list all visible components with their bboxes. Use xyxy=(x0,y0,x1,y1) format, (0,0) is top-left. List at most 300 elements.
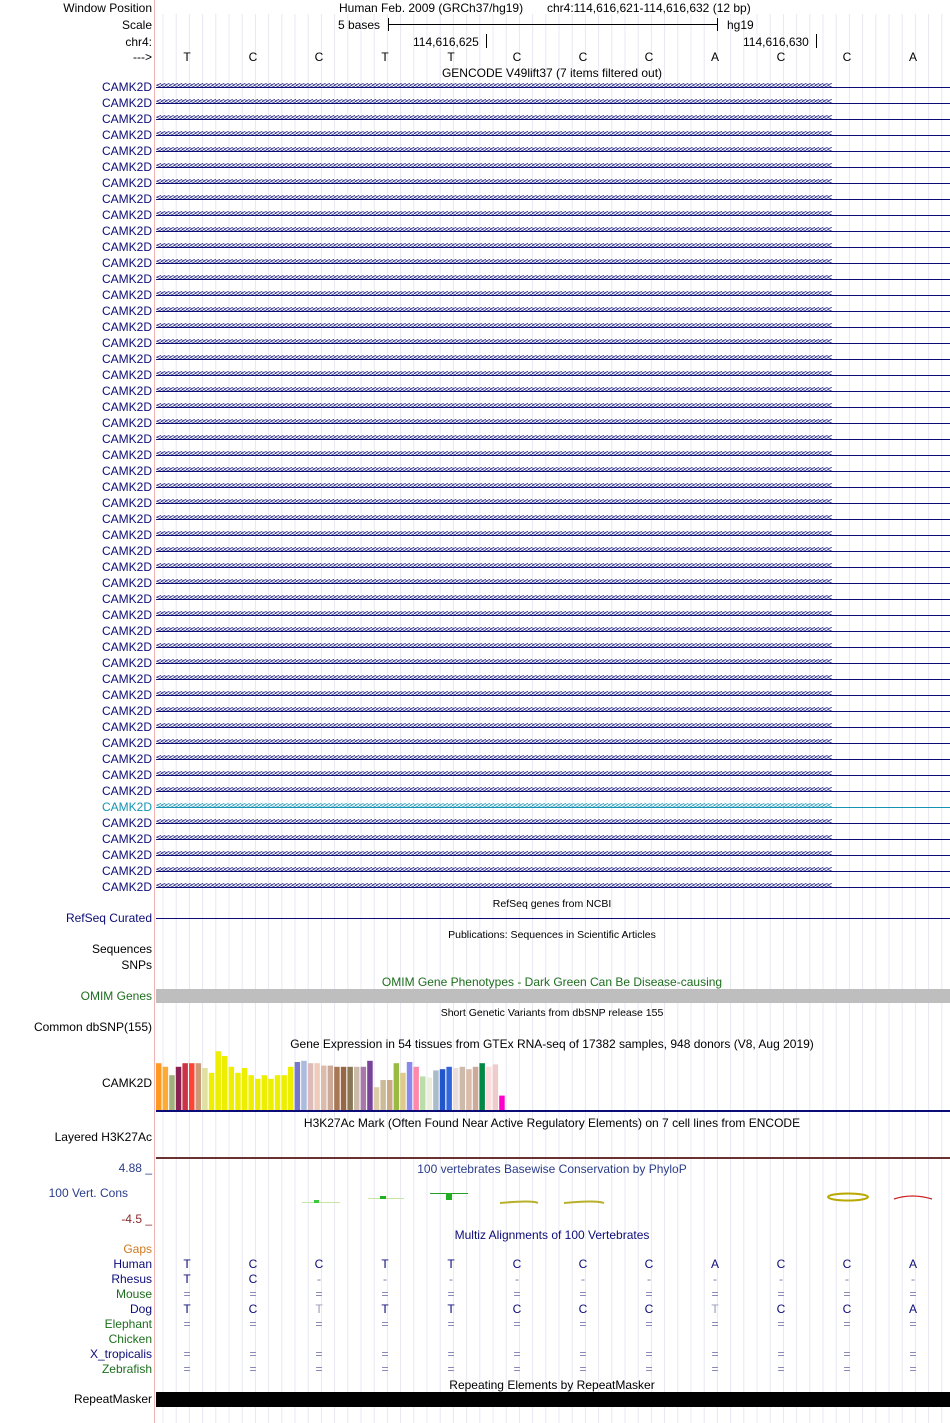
multiz-species-label[interactable]: X_tropicalis xyxy=(89,1347,152,1361)
multiz-species-label[interactable]: Rhesus xyxy=(111,1272,152,1286)
coord-1: 114,616,625 xyxy=(413,35,479,49)
gtex-tissue-bar[interactable] xyxy=(380,1080,386,1110)
gencode-strand-arrows: <<<<<<<<<<<<<<<<<<<<<<<<<<<<<<<<<<<<<<<<<<<<<<<<<<<<<<<<<<<<<<<<<<<<<<<<<<<<<<<<<<<<<<<<<<<<<<<<<<<<<<<<<<<<<<<<<<<<<<<<<<<<<<<<<<<<<<<<<<<<<<<<<<<<<<<<<<<<<<<< xyxy=(156,722,831,731)
gencode-strand-arrows: <<<<<<<<<<<<<<<<<<<<<<<<<<<<<<<<<<<<<<<<<<<<<<<<<<<<<<<<<<<<<<<<<<<<<<<<<<<<<<<<<<<<<<<<<<<<<<<<<<<<<<<<<<<<<<<<<<<<<<<<<<<<<<<<<<<<<<<<<<<<<<<<<<<<<<<<<<<<<<<< xyxy=(156,386,831,395)
omim-track-title[interactable]: OMIM Gene Phenotypes - Dark Green Can Be Disease-causing xyxy=(381,975,723,989)
alignment-base: C xyxy=(578,1302,588,1316)
gtex-tissue-bar[interactable] xyxy=(486,1067,492,1110)
alignment-base: = xyxy=(381,1362,389,1376)
alignment-base: C xyxy=(644,1302,654,1316)
gencode-gene-label[interactable]: CAMK2D xyxy=(101,512,152,526)
gencode-strand-arrows: <<<<<<<<<<<<<<<<<<<<<<<<<<<<<<<<<<<<<<<<<<<<<<<<<<<<<<<<<<<<<<<<<<<<<<<<<<<<<<<<<<<<<<<<<<<<<<<<<<<<<<<<<<<<<<<<<<<<<<<<<<<<<<<<<<<<<<<<<<<<<<<<<<<<<<<<<<<<<<<< xyxy=(156,98,831,107)
gtex-tissue-bar[interactable] xyxy=(440,1069,446,1110)
refseq-label[interactable]: RefSeq Curated xyxy=(65,911,152,925)
phylop-mark-8 xyxy=(564,1202,604,1204)
gencode-strand-arrows: <<<<<<<<<<<<<<<<<<<<<<<<<<<<<<<<<<<<<<<<<<<<<<<<<<<<<<<<<<<<<<<<<<<<<<<<<<<<<<<<<<<<<<<<<<<<<<<<<<<<<<<<<<<<<<<<<<<<<<<<<<<<<<<<<<<<<<<<<<<<<<<<<<<<<<<<<<<<<<<< xyxy=(156,578,831,587)
phylop-mark-10 xyxy=(894,1196,932,1199)
scale-bar xyxy=(388,24,718,25)
gtex-tissue-bar[interactable] xyxy=(413,1067,419,1110)
gencode-strand-arrows: <<<<<<<<<<<<<<<<<<<<<<<<<<<<<<<<<<<<<<<<<<<<<<<<<<<<<<<<<<<<<<<<<<<<<<<<<<<<<<<<<<<<<<<<<<<<<<<<<<<<<<<<<<<<<<<<<<<<<<<<<<<<<<<<<<<<<<<<<<<<<<<<<<<<<<<<<<<<<<<< xyxy=(156,274,831,283)
h3k27ac-track-title[interactable]: H3K27Ac Mark (Often Found Near Active Regulatory Elements) on 7 cell lines from ENCODE xyxy=(303,1116,801,1130)
alignment-base: = xyxy=(711,1362,719,1376)
gencode-gene-label[interactable]: CAMK2D xyxy=(101,352,152,366)
gencode-gene-label[interactable]: CAMK2D xyxy=(101,848,152,862)
phylop-mark-2 xyxy=(314,1200,319,1203)
alignment-base: = xyxy=(579,1287,587,1301)
gencode-gene-label[interactable]: CAMK2D xyxy=(101,160,152,174)
alignment-base: = xyxy=(183,1317,191,1331)
gencode-gene-label[interactable]: CAMK2D xyxy=(101,864,152,878)
strand-label: ---> xyxy=(133,50,152,64)
multiz-track-title[interactable]: Multiz Alignments of 100 Vertebrates xyxy=(454,1228,650,1242)
gtex-tissue-bar[interactable] xyxy=(242,1068,248,1110)
alignment-base: = xyxy=(579,1317,587,1331)
gencode-gene-label[interactable]: CAMK2D xyxy=(101,400,152,414)
gtex-tissue-bar[interactable] xyxy=(334,1067,340,1110)
gtex-tissue-bar[interactable] xyxy=(374,1087,380,1110)
alignment-base: = xyxy=(711,1317,719,1331)
dbsnp-track-title[interactable]: Short Genetic Variants from dbSNP release 155 xyxy=(440,1007,664,1019)
gencode-strand-arrows: <<<<<<<<<<<<<<<<<<<<<<<<<<<<<<<<<<<<<<<<<<<<<<<<<<<<<<<<<<<<<<<<<<<<<<<<<<<<<<<<<<<<<<<<<<<<<<<<<<<<<<<<<<<<<<<<<<<<<<<<<<<<<<<<<<<<<<<<<<<<<<<<<<<<<<<<<<<<<<<< xyxy=(156,418,831,427)
gencode-strand-arrows: <<<<<<<<<<<<<<<<<<<<<<<<<<<<<<<<<<<<<<<<<<<<<<<<<<<<<<<<<<<<<<<<<<<<<<<<<<<<<<<<<<<<<<<<<<<<<<<<<<<<<<<<<<<<<<<<<<<<<<<<<<<<<<<<<<<<<<<<<<<<<<<<<<<<<<<<<<<<<<<< xyxy=(156,626,831,635)
alignment-base: = xyxy=(909,1362,917,1376)
gencode-strand-arrows: <<<<<<<<<<<<<<<<<<<<<<<<<<<<<<<<<<<<<<<<<<<<<<<<<<<<<<<<<<<<<<<<<<<<<<<<<<<<<<<<<<<<<<<<<<<<<<<<<<<<<<<<<<<<<<<<<<<<<<<<<<<<<<<<<<<<<<<<<<<<<<<<<<<<<<<<<<<<<<<< xyxy=(156,610,831,619)
gtex-tissue-bar[interactable] xyxy=(262,1075,268,1110)
gencode-gene-label[interactable]: CAMK2D xyxy=(101,672,152,686)
gencode-strand-arrows: <<<<<<<<<<<<<<<<<<<<<<<<<<<<<<<<<<<<<<<<<<<<<<<<<<<<<<<<<<<<<<<<<<<<<<<<<<<<<<<<<<<<<<<<<<<<<<<<<<<<<<<<<<<<<<<<<<<<<<<<<<<<<<<<<<<<<<<<<<<<<<<<<<<<<<<<<<<<<<<< xyxy=(156,498,831,507)
alignment-base: C xyxy=(248,1257,258,1271)
scale-value: 5 bases xyxy=(338,18,381,32)
gencode-strand-arrows: <<<<<<<<<<<<<<<<<<<<<<<<<<<<<<<<<<<<<<<<<<<<<<<<<<<<<<<<<<<<<<<<<<<<<<<<<<<<<<<<<<<<<<<<<<<<<<<<<<<<<<<<<<<<<<<<<<<<<<<<<<<<<<<<<<<<<<<<<<<<<<<<<<<<<<<<<<<<<<<< xyxy=(156,786,831,795)
alignment-base: = xyxy=(183,1362,191,1376)
gencode-strand-arrows: <<<<<<<<<<<<<<<<<<<<<<<<<<<<<<<<<<<<<<<<<<<<<<<<<<<<<<<<<<<<<<<<<<<<<<<<<<<<<<<<<<<<<<<<<<<<<<<<<<<<<<<<<<<<<<<<<<<<<<<<<<<<<<<<<<<<<<<<<<<<<<<<<<<<<<<<<<<<<<<< xyxy=(156,194,831,203)
alignment-base: - xyxy=(911,1272,915,1286)
scale-bar-right-tick xyxy=(717,18,718,31)
gtex-tissue-bar[interactable] xyxy=(215,1051,221,1110)
gtex-tissue-bar[interactable] xyxy=(308,1063,314,1110)
gtex-tissue-bar[interactable] xyxy=(479,1063,485,1110)
alignment-base: A xyxy=(908,1257,918,1271)
assembly-name: Human Feb. 2009 (GRCh37/hg19) xyxy=(339,1,524,15)
gtex-tissue-bar[interactable] xyxy=(281,1075,287,1110)
gtex-tissue-bar[interactable] xyxy=(189,1063,195,1110)
repeatmasker-label[interactable]: RepeatMasker xyxy=(73,1392,152,1406)
alignment-base: = xyxy=(843,1317,851,1331)
gencode-gene-label[interactable]: CAMK2D xyxy=(101,416,152,430)
base-letter: A xyxy=(710,50,720,64)
gencode-gene-label[interactable]: CAMK2D xyxy=(101,704,152,718)
chrom-label: chr4: xyxy=(125,35,152,49)
base-letter: T xyxy=(381,50,389,64)
alignment-base: = xyxy=(777,1287,785,1301)
gencode-gene-label[interactable]: CAMK2D xyxy=(101,288,152,302)
alignment-base: C xyxy=(776,1302,786,1316)
gencode-gene-label[interactable]: CAMK2D xyxy=(101,544,152,558)
repeatmasker-feature-block[interactable] xyxy=(156,1392,950,1407)
gencode-gene-label[interactable]: CAMK2D xyxy=(101,816,152,830)
alignment-base: C xyxy=(314,1257,324,1271)
phylop-ymax: 4.88 _ xyxy=(118,1161,152,1175)
alignment-base: = xyxy=(711,1347,719,1361)
gtex-tissue-bar[interactable] xyxy=(407,1062,413,1110)
gencode-strand-arrows: <<<<<<<<<<<<<<<<<<<<<<<<<<<<<<<<<<<<<<<<<<<<<<<<<<<<<<<<<<<<<<<<<<<<<<<<<<<<<<<<<<<<<<<<<<<<<<<<<<<<<<<<<<<<<<<<<<<<<<<<<<<<<<<<<<<<<<<<<<<<<<<<<<<<<<<<<<<<<<<< xyxy=(156,290,831,299)
gencode-gene-label[interactable]: CAMK2D xyxy=(101,784,152,798)
gtex-tissue-bar[interactable] xyxy=(314,1063,320,1110)
alignment-base: = xyxy=(579,1362,587,1376)
gtex-tissue-bar[interactable] xyxy=(209,1073,215,1110)
gencode-strand-arrows: <<<<<<<<<<<<<<<<<<<<<<<<<<<<<<<<<<<<<<<<<<<<<<<<<<<<<<<<<<<<<<<<<<<<<<<<<<<<<<<<<<<<<<<<<<<<<<<<<<<<<<<<<<<<<<<<<<<<<<<<<<<<<<<<<<<<<<<<<<<<<<<<<<<<<<<<<<<<<<<< xyxy=(156,738,831,747)
alignment-base: = xyxy=(909,1317,917,1331)
alignment-base: = xyxy=(447,1287,455,1301)
alignment-base: T xyxy=(183,1272,191,1286)
gencode-strand-arrows: <<<<<<<<<<<<<<<<<<<<<<<<<<<<<<<<<<<<<<<<<<<<<<<<<<<<<<<<<<<<<<<<<<<<<<<<<<<<<<<<<<<<<<<<<<<<<<<<<<<<<<<<<<<<<<<<<<<<<<<<<<<<<<<<<<<<<<<<<<<<<<<<<<<<<<<<<<<<<<<< xyxy=(156,402,831,411)
gencode-gene-label[interactable]: CAMK2D xyxy=(101,800,152,814)
gencode-gene-label[interactable]: CAMK2D xyxy=(101,144,152,158)
gtex-tissue-bar[interactable] xyxy=(354,1067,360,1110)
gencode-gene-label[interactable]: CAMK2D xyxy=(101,832,152,846)
gencode-gene-label[interactable]: CAMK2D xyxy=(101,112,152,126)
gtex-tissue-bar[interactable] xyxy=(361,1067,367,1110)
gencode-gene-label[interactable]: CAMK2D xyxy=(101,256,152,270)
gencode-strand-arrows: <<<<<<<<<<<<<<<<<<<<<<<<<<<<<<<<<<<<<<<<<<<<<<<<<<<<<<<<<<<<<<<<<<<<<<<<<<<<<<<<<<<<<<<<<<<<<<<<<<<<<<<<<<<<<<<<<<<<<<<<<<<<<<<<<<<<<<<<<<<<<<<<<<<<<<<<<<<<<<<< xyxy=(156,450,831,459)
gencode-gene-label[interactable]: CAMK2D xyxy=(101,176,152,190)
gencode-strand-arrows: <<<<<<<<<<<<<<<<<<<<<<<<<<<<<<<<<<<<<<<<<<<<<<<<<<<<<<<<<<<<<<<<<<<<<<<<<<<<<<<<<<<<<<<<<<<<<<<<<<<<<<<<<<<<<<<<<<<<<<<<<<<<<<<<<<<<<<<<<<<<<<<<<<<<<<<<<<<<<<<< xyxy=(156,466,831,475)
alignment-base: - xyxy=(845,1272,849,1286)
gencode-gene-label[interactable]: CAMK2D xyxy=(101,464,152,478)
gencode-gene-label[interactable]: CAMK2D xyxy=(101,496,152,510)
base-letter: T xyxy=(447,50,455,64)
gencode-strand-arrows: <<<<<<<<<<<<<<<<<<<<<<<<<<<<<<<<<<<<<<<<<<<<<<<<<<<<<<<<<<<<<<<<<<<<<<<<<<<<<<<<<<<<<<<<<<<<<<<<<<<<<<<<<<<<<<<<<<<<<<<<<<<<<<<<<<<<<<<<<<<<<<<<<<<<<<<<<<<<<<<< xyxy=(156,178,831,187)
alignment-base: T xyxy=(381,1302,389,1316)
gtex-tissue-bar[interactable] xyxy=(427,1078,433,1110)
position-readout: chr4:114,616,621-114,616,632 (12 bp) xyxy=(547,1,751,15)
alignment-base: C xyxy=(248,1272,258,1286)
gtex-tissue-bar[interactable] xyxy=(275,1075,281,1110)
phylop-mark-7 xyxy=(500,1202,538,1204)
base-letter: C xyxy=(578,50,588,64)
omim-feature-block[interactable] xyxy=(156,989,950,1003)
gtex-tissue-bar[interactable] xyxy=(295,1062,301,1110)
h3k27ac-label[interactable]: Layered H3K27Ac xyxy=(54,1130,152,1144)
gencode-gene-label[interactable]: CAMK2D xyxy=(101,96,152,110)
gtex-tissue-bar[interactable] xyxy=(255,1079,261,1110)
gtex-tissue-bar[interactable] xyxy=(446,1067,452,1110)
gtex-tissue-bar[interactable] xyxy=(453,1068,459,1110)
gencode-strand-arrows: <<<<<<<<<<<<<<<<<<<<<<<<<<<<<<<<<<<<<<<<<<<<<<<<<<<<<<<<<<<<<<<<<<<<<<<<<<<<<<<<<<<<<<<<<<<<<<<<<<<<<<<<<<<<<<<<<<<<<<<<<<<<<<<<<<<<<<<<<<<<<<<<<<<<<<<<<<<<<<<< xyxy=(156,162,831,171)
gtex-bar-chart[interactable] xyxy=(156,1050,556,1112)
alignment-base: = xyxy=(249,1287,257,1301)
alignment-base: = xyxy=(315,1362,323,1376)
gencode-strand-arrows: <<<<<<<<<<<<<<<<<<<<<<<<<<<<<<<<<<<<<<<<<<<<<<<<<<<<<<<<<<<<<<<<<<<<<<<<<<<<<<<<<<<<<<<<<<<<<<<<<<<<<<<<<<<<<<<<<<<<<<<<<<<<<<<<<<<<<<<<<<<<<<<<<<<<<<<<<<<<<<<< xyxy=(156,706,831,715)
alignment-base: = xyxy=(513,1362,521,1376)
alignment-base: = xyxy=(909,1287,917,1301)
gtex-tissue-bar[interactable] xyxy=(301,1061,307,1110)
phylop-track-title[interactable]: 100 vertebrates Basewise Conservation by PhyloP xyxy=(417,1162,687,1176)
gencode-strand-arrows: <<<<<<<<<<<<<<<<<<<<<<<<<<<<<<<<<<<<<<<<<<<<<<<<<<<<<<<<<<<<<<<<<<<<<<<<<<<<<<<<<<<<<<<<<<<<<<<<<<<<<<<<<<<<<<<<<<<<<<<<<<<<<<<<<<<<<<<<<<<<<<<<<<<<<<<<<<<<<<<< xyxy=(156,802,831,811)
scale-db: hg19 xyxy=(727,18,754,32)
multiz-gaps-label: Gaps xyxy=(123,1242,152,1256)
gtex-tissue-bar[interactable] xyxy=(493,1064,499,1110)
alignment-base: T xyxy=(183,1257,191,1271)
gencode-gene-label[interactable]: CAMK2D xyxy=(101,432,152,446)
gtex-tissue-bar[interactable] xyxy=(420,1076,426,1110)
gencode-gene-label[interactable]: CAMK2D xyxy=(101,656,152,670)
alignment-base: = xyxy=(381,1317,389,1331)
gencode-strand-arrows: <<<<<<<<<<<<<<<<<<<<<<<<<<<<<<<<<<<<<<<<<<<<<<<<<<<<<<<<<<<<<<<<<<<<<<<<<<<<<<<<<<<<<<<<<<<<<<<<<<<<<<<<<<<<<<<<<<<<<<<<<<<<<<<<<<<<<<<<<<<<<<<<<<<<<<<<<<<<<<<< xyxy=(156,882,831,891)
alignment-base: = xyxy=(843,1347,851,1361)
gencode-strand-arrows: <<<<<<<<<<<<<<<<<<<<<<<<<<<<<<<<<<<<<<<<<<<<<<<<<<<<<<<<<<<<<<<<<<<<<<<<<<<<<<<<<<<<<<<<<<<<<<<<<<<<<<<<<<<<<<<<<<<<<<<<<<<<<<<<<<<<<<<<<<<<<<<<<<<<<<<<<<<<<<<< xyxy=(156,770,831,779)
alignment-base: = xyxy=(249,1362,257,1376)
gencode-gene-label[interactable]: CAMK2D xyxy=(101,592,152,606)
gencode-strand-arrows: <<<<<<<<<<<<<<<<<<<<<<<<<<<<<<<<<<<<<<<<<<<<<<<<<<<<<<<<<<<<<<<<<<<<<<<<<<<<<<<<<<<<<<<<<<<<<<<<<<<<<<<<<<<<<<<<<<<<<<<<<<<<<<<<<<<<<<<<<<<<<<<<<<<<<<<<<<<<<<<< xyxy=(156,242,831,251)
gtex-tissue-bar[interactable] xyxy=(387,1080,393,1110)
gencode-gene-label[interactable]: CAMK2D xyxy=(101,272,152,286)
alignment-base: = xyxy=(447,1317,455,1331)
phylop-label[interactable]: 100 Vert. Cons xyxy=(48,1186,128,1200)
gtex-tissue-bar[interactable] xyxy=(248,1075,254,1110)
alignment-base: = xyxy=(249,1317,257,1331)
alignment-base: = xyxy=(645,1287,653,1301)
multiz-species-label[interactable]: Elephant xyxy=(104,1317,152,1331)
repeatmasker-track-title[interactable]: Repeating Elements by RepeatMasker xyxy=(449,1378,655,1392)
base-letter: C xyxy=(314,50,324,64)
window-position-label: Window Position xyxy=(63,1,152,15)
multiz-species-label[interactable]: Chicken xyxy=(108,1332,152,1346)
gencode-strand-arrows: <<<<<<<<<<<<<<<<<<<<<<<<<<<<<<<<<<<<<<<<<<<<<<<<<<<<<<<<<<<<<<<<<<<<<<<<<<<<<<<<<<<<<<<<<<<<<<<<<<<<<<<<<<<<<<<<<<<<<<<<<<<<<<<<<<<<<<<<<<<<<<<<<<<<<<<<<<<<<<<< xyxy=(156,370,831,379)
publications-track-title[interactable]: Publications: Sequences in Scientific Articles xyxy=(448,929,656,941)
alignment-base: = xyxy=(843,1287,851,1301)
gencode-strand-arrows: <<<<<<<<<<<<<<<<<<<<<<<<<<<<<<<<<<<<<<<<<<<<<<<<<<<<<<<<<<<<<<<<<<<<<<<<<<<<<<<<<<<<<<<<<<<<<<<<<<<<<<<<<<<<<<<<<<<<<<<<<<<<<<<<<<<<<<<<<<<<<<<<<<<<<<<<<<<<<<<< xyxy=(156,322,831,331)
gencode-strand-arrows: <<<<<<<<<<<<<<<<<<<<<<<<<<<<<<<<<<<<<<<<<<<<<<<<<<<<<<<<<<<<<<<<<<<<<<<<<<<<<<<<<<<<<<<<<<<<<<<<<<<<<<<<<<<<<<<<<<<<<<<<<<<<<<<<<<<<<<<<<<<<<<<<<<<<<<<<<<<<<<<< xyxy=(156,690,831,699)
gencode-strand-arrows: <<<<<<<<<<<<<<<<<<<<<<<<<<<<<<<<<<<<<<<<<<<<<<<<<<<<<<<<<<<<<<<<<<<<<<<<<<<<<<<<<<<<<<<<<<<<<<<<<<<<<<<<<<<<<<<<<<<<<<<<<<<<<<<<<<<<<<<<<<<<<<<<<<<<<<<<<<<<<<<< xyxy=(156,210,831,219)
gencode-gene-label[interactable]: CAMK2D xyxy=(101,640,152,654)
gtex-tissue-bar[interactable] xyxy=(268,1079,274,1110)
gencode-track-title[interactable]: GENCODE V49lift37 (7 items filtered out) xyxy=(441,66,663,80)
gencode-strand-arrows: <<<<<<<<<<<<<<<<<<<<<<<<<<<<<<<<<<<<<<<<<<<<<<<<<<<<<<<<<<<<<<<<<<<<<<<<<<<<<<<<<<<<<<<<<<<<<<<<<<<<<<<<<<<<<<<<<<<<<<<<<<<<<<<<<<<<<<<<<<<<<<<<<<<<<<<<<<<<<<<< xyxy=(156,658,831,667)
gencode-gene-label[interactable]: CAMK2D xyxy=(101,752,152,766)
phylop-mark-9 xyxy=(828,1194,868,1201)
gencode-gene-label[interactable]: CAMK2D xyxy=(101,736,152,750)
gtex-tissue-bar[interactable] xyxy=(367,1061,373,1110)
alignment-base: = xyxy=(513,1287,521,1301)
alignment-base: C xyxy=(842,1302,852,1316)
gencode-strand-arrows: <<<<<<<<<<<<<<<<<<<<<<<<<<<<<<<<<<<<<<<<<<<<<<<<<<<<<<<<<<<<<<<<<<<<<<<<<<<<<<<<<<<<<<<<<<<<<<<<<<<<<<<<<<<<<<<<<<<<<<<<<<<<<<<<<<<<<<<<<<<<<<<<<<<<<<<<<<<<<<<< xyxy=(156,850,831,859)
gencode-strand-arrows: <<<<<<<<<<<<<<<<<<<<<<<<<<<<<<<<<<<<<<<<<<<<<<<<<<<<<<<<<<<<<<<<<<<<<<<<<<<<<<<<<<<<<<<<<<<<<<<<<<<<<<<<<<<<<<<<<<<<<<<<<<<<<<<<<<<<<<<<<<<<<<<<<<<<<<<<<<<<<<<< xyxy=(156,354,831,363)
gencode-gene-label[interactable]: CAMK2D xyxy=(101,768,152,782)
alignment-base: A xyxy=(710,1257,720,1271)
base-letter: C xyxy=(248,50,258,64)
gencode-strand-arrows: <<<<<<<<<<<<<<<<<<<<<<<<<<<<<<<<<<<<<<<<<<<<<<<<<<<<<<<<<<<<<<<<<<<<<<<<<<<<<<<<<<<<<<<<<<<<<<<<<<<<<<<<<<<<<<<<<<<<<<<<<<<<<<<<<<<<<<<<<<<<<<<<<<<<<<<<<<<<<<<< xyxy=(156,146,831,155)
gencode-gene-label[interactable]: CAMK2D xyxy=(101,688,152,702)
multiz-species-label[interactable]: Dog xyxy=(129,1302,152,1316)
h3k27ac-baseline xyxy=(156,1157,950,1159)
gtex-tissue-bar[interactable] xyxy=(321,1066,327,1110)
gtex-tissue-bar[interactable] xyxy=(328,1066,334,1110)
gtex-tissue-bar[interactable] xyxy=(176,1067,182,1110)
dbsnp-label[interactable]: Common dbSNP(155) xyxy=(33,1020,152,1034)
alignment-base: = xyxy=(447,1362,455,1376)
gencode-gene-label[interactable]: CAMK2D xyxy=(101,80,152,94)
phylop-signal[interactable] xyxy=(156,1176,950,1226)
alignment-base: C xyxy=(578,1257,588,1271)
gtex-tissue-bar[interactable] xyxy=(473,1067,479,1110)
gtex-baseline xyxy=(156,1110,950,1112)
alignment-base: T xyxy=(381,1257,389,1271)
alignment-base: C xyxy=(512,1257,522,1271)
alignment-base: = xyxy=(381,1347,389,1361)
refseq-track-title[interactable]: RefSeq genes from NCBI xyxy=(492,898,612,910)
gtex-label[interactable]: CAMK2D xyxy=(101,1076,152,1090)
label-divider xyxy=(154,0,155,1423)
gtex-tissue-bar[interactable] xyxy=(222,1056,228,1110)
alignment-base: C xyxy=(776,1257,786,1271)
gtex-tissue-bar[interactable] xyxy=(394,1063,400,1110)
gencode-strand-arrows: <<<<<<<<<<<<<<<<<<<<<<<<<<<<<<<<<<<<<<<<<<<<<<<<<<<<<<<<<<<<<<<<<<<<<<<<<<<<<<<<<<<<<<<<<<<<<<<<<<<<<<<<<<<<<<<<<<<<<<<<<<<<<<<<<<<<<<<<<<<<<<<<<<<<<<<<<<<<<<<< xyxy=(156,130,831,139)
alignment-base: = xyxy=(909,1347,917,1361)
gencode-gene-label[interactable]: CAMK2D xyxy=(101,528,152,542)
gencode-strand-arrows: <<<<<<<<<<<<<<<<<<<<<<<<<<<<<<<<<<<<<<<<<<<<<<<<<<<<<<<<<<<<<<<<<<<<<<<<<<<<<<<<<<<<<<<<<<<<<<<<<<<<<<<<<<<<<<<<<<<<<<<<<<<<<<<<<<<<<<<<<<<<<<<<<<<<<<<<<<<<<<<< xyxy=(156,226,831,235)
gencode-gene-label[interactable]: CAMK2D xyxy=(101,192,152,206)
gencode-gene-label[interactable]: CAMK2D xyxy=(101,720,152,734)
alignment-base: = xyxy=(645,1317,653,1331)
gencode-strand-arrows: <<<<<<<<<<<<<<<<<<<<<<<<<<<<<<<<<<<<<<<<<<<<<<<<<<<<<<<<<<<<<<<<<<<<<<<<<<<<<<<<<<<<<<<<<<<<<<<<<<<<<<<<<<<<<<<<<<<<<<<<<<<<<<<<<<<<<<<<<<<<<<<<<<<<<<<<<<<<<<<< xyxy=(156,530,831,539)
alignment-base: = xyxy=(645,1362,653,1376)
alignment-base: - xyxy=(317,1272,321,1286)
alignment-base: C xyxy=(842,1257,852,1271)
alignment-base: = xyxy=(579,1347,587,1361)
base-letter: C xyxy=(842,50,852,64)
gtex-tissue-bar[interactable] xyxy=(499,1096,505,1110)
gtex-tissue-bar[interactable] xyxy=(229,1067,235,1110)
gencode-gene-label[interactable]: CAMK2D xyxy=(101,624,152,638)
gencode-strand-arrows: <<<<<<<<<<<<<<<<<<<<<<<<<<<<<<<<<<<<<<<<<<<<<<<<<<<<<<<<<<<<<<<<<<<<<<<<<<<<<<<<<<<<<<<<<<<<<<<<<<<<<<<<<<<<<<<<<<<<<<<<<<<<<<<<<<<<<<<<<<<<<<<<<<<<<<<<<<<<<<<< xyxy=(156,674,831,683)
alignment-base: C xyxy=(644,1257,654,1271)
gencode-gene-label[interactable]: CAMK2D xyxy=(101,880,152,894)
gencode-gene-label[interactable]: CAMK2D xyxy=(101,608,152,622)
refseq-feature-line[interactable] xyxy=(156,918,950,919)
gencode-gene-label[interactable]: CAMK2D xyxy=(101,304,152,318)
base-letter: C xyxy=(776,50,786,64)
gencode-strand-arrows: <<<<<<<<<<<<<<<<<<<<<<<<<<<<<<<<<<<<<<<<<<<<<<<<<<<<<<<<<<<<<<<<<<<<<<<<<<<<<<<<<<<<<<<<<<<<<<<<<<<<<<<<<<<<<<<<<<<<<<<<<<<<<<<<<<<<<<<<<<<<<<<<<<<<<<<<<<<<<<<< xyxy=(156,82,831,91)
scale-bar-left-tick xyxy=(388,18,389,31)
alignment-base: = xyxy=(645,1347,653,1361)
alignment-base: = xyxy=(183,1287,191,1301)
gencode-gene-label[interactable]: CAMK2D xyxy=(101,128,152,142)
gtex-tissue-bar[interactable] xyxy=(341,1067,347,1110)
alignment-base: A xyxy=(908,1302,918,1316)
alignment-base: = xyxy=(381,1287,389,1301)
gencode-strand-arrows: <<<<<<<<<<<<<<<<<<<<<<<<<<<<<<<<<<<<<<<<<<<<<<<<<<<<<<<<<<<<<<<<<<<<<<<<<<<<<<<<<<<<<<<<<<<<<<<<<<<<<<<<<<<<<<<<<<<<<<<<<<<<<<<<<<<<<<<<<<<<<<<<<<<<<<<<<<<<<<<< xyxy=(156,434,831,443)
alignment-base: = xyxy=(447,1347,455,1361)
gtex-tissue-bar[interactable] xyxy=(235,1073,241,1110)
multiz-species-label[interactable]: Zebrafish xyxy=(101,1362,152,1376)
gencode-gene-label[interactable]: CAMK2D xyxy=(101,448,152,462)
alignment-base: T xyxy=(447,1257,455,1271)
alignment-base: = xyxy=(183,1347,191,1361)
alignment-base: = xyxy=(315,1317,323,1331)
alignment-base: = xyxy=(315,1287,323,1301)
scale-label: Scale xyxy=(121,18,152,32)
gencode-gene-label[interactable]: CAMK2D xyxy=(101,480,152,494)
gencode-strand-arrows: <<<<<<<<<<<<<<<<<<<<<<<<<<<<<<<<<<<<<<<<<<<<<<<<<<<<<<<<<<<<<<<<<<<<<<<<<<<<<<<<<<<<<<<<<<<<<<<<<<<<<<<<<<<<<<<<<<<<<<<<<<<<<<<<<<<<<<<<<<<<<<<<<<<<<<<<<<<<<<<< xyxy=(156,514,831,523)
gencode-strand-arrows: <<<<<<<<<<<<<<<<<<<<<<<<<<<<<<<<<<<<<<<<<<<<<<<<<<<<<<<<<<<<<<<<<<<<<<<<<<<<<<<<<<<<<<<<<<<<<<<<<<<<<<<<<<<<<<<<<<<<<<<<<<<<<<<<<<<<<<<<<<<<<<<<<<<<<<<<<<<<<<<< xyxy=(156,546,831,555)
phylop-mark-4 xyxy=(380,1196,386,1199)
publications-label-snps[interactable]: SNPs xyxy=(121,958,152,972)
gtex-track-title[interactable]: Gene Expression in 54 tissues from GTEx RNA-seq of 17382 samples, 948 donors (V8, Aug 2019) xyxy=(290,1037,814,1051)
alignment-base: = xyxy=(513,1347,521,1361)
phylop-mark-6 xyxy=(446,1193,452,1200)
gtex-tissue-bar[interactable] xyxy=(400,1073,406,1110)
gencode-gene-label[interactable]: CAMK2D xyxy=(101,224,152,238)
gencode-strand-arrows: <<<<<<<<<<<<<<<<<<<<<<<<<<<<<<<<<<<<<<<<<<<<<<<<<<<<<<<<<<<<<<<<<<<<<<<<<<<<<<<<<<<<<<<<<<<<<<<<<<<<<<<<<<<<<<<<<<<<<<<<<<<<<<<<<<<<<<<<<<<<<<<<<<<<<<<<<<<<<<<< xyxy=(156,642,831,651)
base-letter: C xyxy=(644,50,654,64)
gtex-tissue-bar[interactable] xyxy=(460,1067,466,1110)
publications-label-sequences[interactable]: Sequences xyxy=(91,942,152,956)
gtex-tissue-bar[interactable] xyxy=(433,1070,439,1110)
alignment-base: C xyxy=(248,1302,258,1316)
gtex-tissue-bar[interactable] xyxy=(196,1063,202,1110)
base-letter: C xyxy=(512,50,522,64)
gencode-gene-label[interactable]: CAMK2D xyxy=(101,240,152,254)
gtex-tissue-bar[interactable] xyxy=(466,1069,472,1110)
multiz-species-label[interactable]: Mouse xyxy=(115,1287,152,1301)
alignment-base: C xyxy=(512,1302,522,1316)
alignment-base: T xyxy=(183,1302,191,1316)
phylop-ymin: -4.5 _ xyxy=(121,1212,152,1226)
gencode-strand-arrows: <<<<<<<<<<<<<<<<<<<<<<<<<<<<<<<<<<<<<<<<<<<<<<<<<<<<<<<<<<<<<<<<<<<<<<<<<<<<<<<<<<<<<<<<<<<<<<<<<<<<<<<<<<<<<<<<<<<<<<<<<<<<<<<<<<<<<<<<<<<<<<<<<<<<<<<<<<<<<<<< xyxy=(156,562,831,571)
coord-2-tick xyxy=(816,34,817,48)
gencode-strand-arrows: <<<<<<<<<<<<<<<<<<<<<<<<<<<<<<<<<<<<<<<<<<<<<<<<<<<<<<<<<<<<<<<<<<<<<<<<<<<<<<<<<<<<<<<<<<<<<<<<<<<<<<<<<<<<<<<<<<<<<<<<<<<<<<<<<<<<<<<<<<<<<<<<<<<<<<<<<<<<<<<< xyxy=(156,818,831,827)
gencode-strand-arrows: <<<<<<<<<<<<<<<<<<<<<<<<<<<<<<<<<<<<<<<<<<<<<<<<<<<<<<<<<<<<<<<<<<<<<<<<<<<<<<<<<<<<<<<<<<<<<<<<<<<<<<<<<<<<<<<<<<<<<<<<<<<<<<<<<<<<<<<<<<<<<<<<<<<<<<<<<<<<<<<< xyxy=(156,338,831,347)
gencode-gene-label[interactable]: CAMK2D xyxy=(101,336,152,350)
gencode-strand-arrows: <<<<<<<<<<<<<<<<<<<<<<<<<<<<<<<<<<<<<<<<<<<<<<<<<<<<<<<<<<<<<<<<<<<<<<<<<<<<<<<<<<<<<<<<<<<<<<<<<<<<<<<<<<<<<<<<<<<<<<<<<<<<<<<<<<<<<<<<<<<<<<<<<<<<<<<<<<<<<<<< xyxy=(156,866,831,875)
alignment-base: - xyxy=(449,1272,453,1286)
gencode-gene-label[interactable]: CAMK2D xyxy=(101,560,152,574)
alignment-base: = xyxy=(843,1362,851,1376)
gtex-tissue-bar[interactable] xyxy=(347,1067,353,1110)
alignment-base: = xyxy=(315,1347,323,1361)
multiz-species-label[interactable]: Human xyxy=(113,1257,152,1271)
gencode-strand-arrows: <<<<<<<<<<<<<<<<<<<<<<<<<<<<<<<<<<<<<<<<<<<<<<<<<<<<<<<<<<<<<<<<<<<<<<<<<<<<<<<<<<<<<<<<<<<<<<<<<<<<<<<<<<<<<<<<<<<<<<<<<<<<<<<<<<<<<<<<<<<<<<<<<<<<<<<<<<<<<<<< xyxy=(156,258,831,267)
alignment-base: T xyxy=(315,1302,323,1316)
gtex-tissue-bar[interactable] xyxy=(163,1067,169,1110)
base-letter: T xyxy=(183,50,191,64)
gtex-tissue-bar[interactable] xyxy=(202,1068,208,1110)
alignment-base: - xyxy=(713,1272,717,1286)
gencode-gene-label[interactable]: CAMK2D xyxy=(101,384,152,398)
alignment-base: - xyxy=(383,1272,387,1286)
gencode-strand-arrows: <<<<<<<<<<<<<<<<<<<<<<<<<<<<<<<<<<<<<<<<<<<<<<<<<<<<<<<<<<<<<<<<<<<<<<<<<<<<<<<<<<<<<<<<<<<<<<<<<<<<<<<<<<<<<<<<<<<<<<<<<<<<<<<<<<<<<<<<<<<<<<<<<<<<<<<<<<<<<<<< xyxy=(156,594,831,603)
alignment-base: T xyxy=(447,1302,455,1316)
gtex-tissue-bar[interactable] xyxy=(182,1063,188,1110)
gencode-strand-arrows: <<<<<<<<<<<<<<<<<<<<<<<<<<<<<<<<<<<<<<<<<<<<<<<<<<<<<<<<<<<<<<<<<<<<<<<<<<<<<<<<<<<<<<<<<<<<<<<<<<<<<<<<<<<<<<<<<<<<<<<<<<<<<<<<<<<<<<<<<<<<<<<<<<<<<<<<<<<<<<<< xyxy=(156,306,831,315)
gencode-strand-arrows: <<<<<<<<<<<<<<<<<<<<<<<<<<<<<<<<<<<<<<<<<<<<<<<<<<<<<<<<<<<<<<<<<<<<<<<<<<<<<<<<<<<<<<<<<<<<<<<<<<<<<<<<<<<<<<<<<<<<<<<<<<<<<<<<<<<<<<<<<<<<<<<<<<<<<<<<<<<<<<<< xyxy=(156,482,831,491)
gencode-gene-label[interactable]: CAMK2D xyxy=(101,368,152,382)
coord-2: 114,616,630 xyxy=(743,35,809,49)
base-letter: A xyxy=(908,50,918,64)
gencode-gene-label[interactable]: CAMK2D xyxy=(101,320,152,334)
alignment-base: - xyxy=(581,1272,585,1286)
gtex-tissue-bar[interactable] xyxy=(169,1075,175,1110)
gencode-gene-label[interactable]: CAMK2D xyxy=(101,576,152,590)
gtex-tissue-bar[interactable] xyxy=(288,1067,294,1110)
omim-label[interactable]: OMIM Genes xyxy=(80,989,152,1003)
alignment-base: = xyxy=(513,1317,521,1331)
gencode-strand-arrows: <<<<<<<<<<<<<<<<<<<<<<<<<<<<<<<<<<<<<<<<<<<<<<<<<<<<<<<<<<<<<<<<<<<<<<<<<<<<<<<<<<<<<<<<<<<<<<<<<<<<<<<<<<<<<<<<<<<<<<<<<<<<<<<<<<<<<<<<<<<<<<<<<<<<<<<<<<<<<<<< xyxy=(156,834,831,843)
gencode-gene-label[interactable]: CAMK2D xyxy=(101,208,152,222)
alignment-base: = xyxy=(777,1347,785,1361)
gtex-tissue-bar[interactable] xyxy=(156,1063,162,1110)
